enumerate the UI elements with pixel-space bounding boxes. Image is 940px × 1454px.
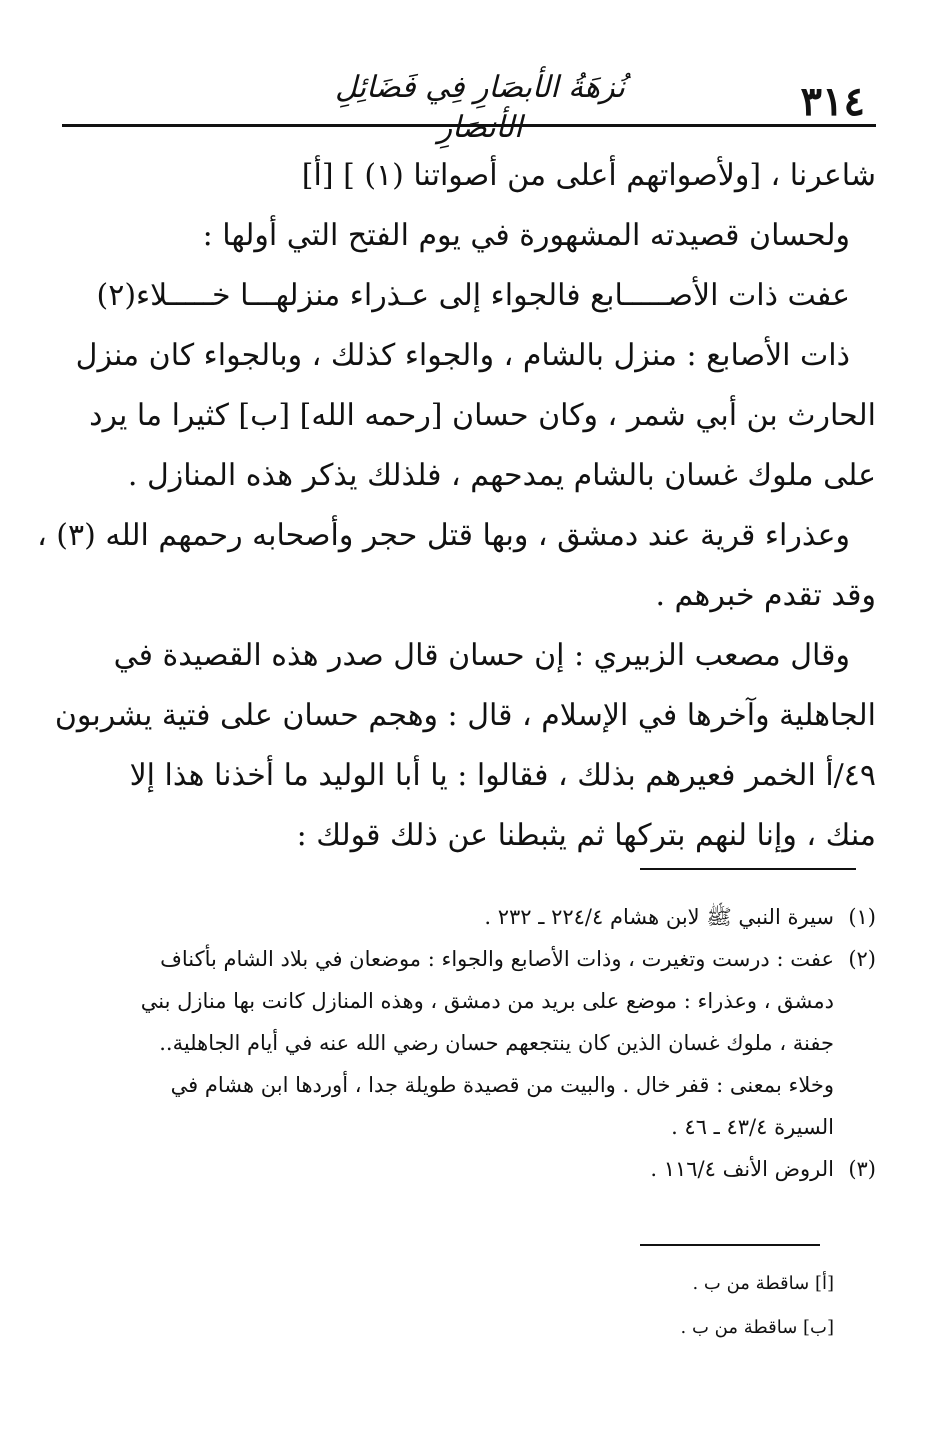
text-line: شاعرنا ، [ولأصواتهم أعلى من أصواتنا (١) ] [أ] (301, 158, 876, 193)
footnote-text: دمشق ، وعذراء : موضع على بريد من دمشق ، وهذه المنازل كانت بها منازل بني (140, 989, 834, 1013)
text-line: ٤٩/أ الخمر فعيرهم بذلك ، فقالوا : يا أبا الوليد ما أخذنا هذا إلا (129, 758, 876, 793)
poem-verse: عفت ذات الأصـــــابع فالجواء إلى عـذراء منزلهـــا خـــــلاء(٢) (96, 278, 850, 313)
footnote-1 (62, 896, 876, 938)
text-line: منك ، وإنا لنهم بتركها ثم يثبطنا عن ذلك قولك : (296, 818, 876, 853)
text-line: الجاهلية وآخرها في الإسلام ، قال : وهجم حسان على فتية يشربون (54, 698, 876, 733)
header-rule (62, 124, 876, 127)
footnote-rule (640, 868, 856, 870)
footnote-number: (٣) (848, 1157, 876, 1181)
variant-note-a: [أ] ساقطة من ب . (692, 1273, 834, 1294)
footnote-text: السيرة ٤٣/٤ ـ ٤٦ . (671, 1115, 834, 1139)
text-line: وقال مصعب الزبيري : إن حسان قال صدر هذه القصيدة في (113, 638, 850, 673)
variants-rule (640, 1244, 820, 1246)
text-line: الحارث بن أبي شمر ، وكان حسان [رحمه الله] [ب] كثيرا ما يرد (89, 398, 876, 433)
footnote-text: عفت : درست وتغيرت ، وذات الأصابع والجواء : موضعان في بلاد الشام بأكناف (160, 947, 834, 971)
text-line: وقد تقدم خبرهم . (655, 578, 876, 613)
footnote-3 (62, 1148, 876, 1190)
footnote-number: (١) (848, 905, 876, 929)
footnote-text: الروض الأنف ١١٦/٤ . (650, 1157, 834, 1181)
text-line: على ملوك غسان بالشام يمدحهم ، فلذلك يذكر هذه المنازل . (127, 458, 876, 493)
page-number: ٣١٤ (800, 78, 865, 125)
running-title: نُزهَةُ الأبصَارِ فِي فَضَائِلِ الأنصَارِ (335, 70, 625, 145)
text-line: وعذراء قرية عند دمشق ، وبها قتل حجر وأصحابه رحمهم الله (٣) ، (37, 518, 850, 553)
footnote-number: (٢) (848, 947, 876, 971)
main-text (37, 146, 876, 866)
footnote-text: جفنة ، ملوك غسان الذين كان ينتجعهم حسان رضي الله عنه في أيام الجاهلية.. (159, 1031, 834, 1055)
text-line: ذات الأصابع : منزل بالشام ، والجواء كذلك ، وبالجواء كان منزل (75, 338, 850, 373)
text-line: ولحسان قصيدته المشهورة في يوم الفتح التي أولها : (202, 218, 850, 253)
variant-note-b: [ب] ساقطة من ب . (680, 1317, 834, 1338)
footnotes (62, 896, 876, 1190)
footnote-text: وخلاء بمعنى : قفر خال . والبيت من قصيدة طويلة جدا ، أوردها ابن هشام في (170, 1073, 834, 1097)
footnote-text: سيرة النبي ﷺ لابن هشام ٢٢٤/٤ ـ ٢٣٢ . (484, 905, 834, 929)
manuscript-variants (62, 1262, 876, 1350)
footnote-2 (62, 938, 876, 1148)
